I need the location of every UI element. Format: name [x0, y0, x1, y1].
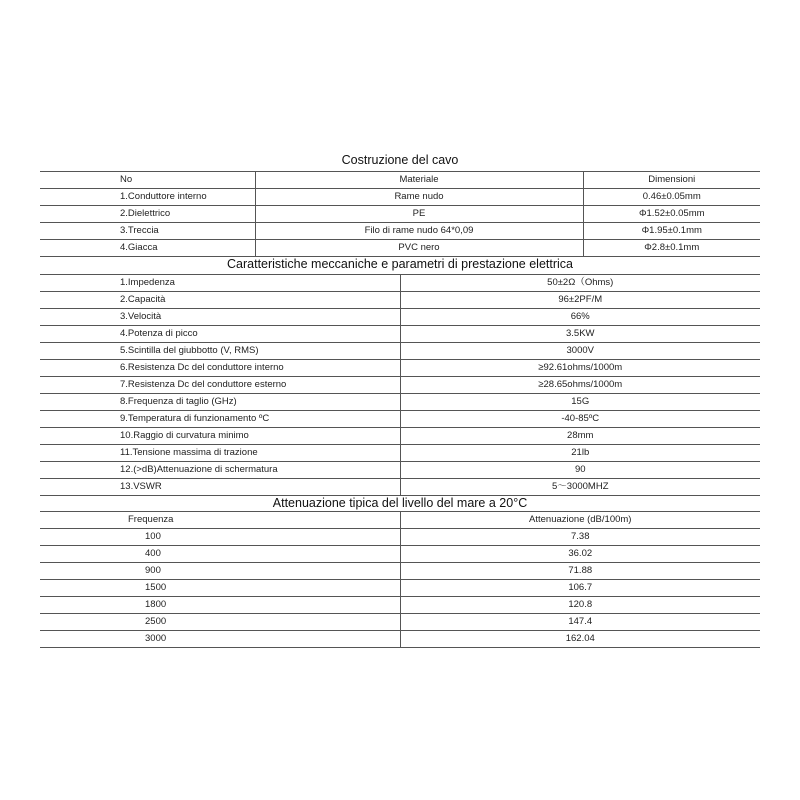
table-row [40, 631, 760, 648]
table-row [40, 292, 760, 309]
table-cell: 2.Capacità [40, 292, 400, 309]
table-row [40, 223, 760, 240]
table-cell: 28mm [400, 428, 760, 445]
table-cell: 5～3000MHZ [400, 479, 760, 496]
table-cell: Filo di rame nudo 64*0,09 [255, 223, 583, 240]
table-cell: 13.VSWR [40, 479, 400, 496]
header-cell: Materiale [255, 172, 583, 189]
table-cell: Φ2.8±0.1mm [583, 240, 760, 257]
table-row [40, 275, 760, 292]
table-row [40, 206, 760, 223]
header-cell: No [40, 172, 255, 189]
table-cell: 3.5KW [400, 326, 760, 343]
header-cell: Frequenza [40, 512, 400, 529]
table-cell: 1.Conduttore interno [40, 189, 255, 206]
table-row [40, 309, 760, 326]
table-cell: 2.Dielettrico [40, 206, 255, 223]
table-cell: 15G [400, 394, 760, 411]
table-row [40, 597, 760, 614]
table-row [40, 377, 760, 394]
header-row [40, 512, 760, 529]
table-row [40, 462, 760, 479]
table-cell: 1.Impedenza [40, 275, 400, 292]
table-cell: 8.Frequenza di taglio (GHz) [40, 394, 400, 411]
table-cell: 147.4 [400, 614, 760, 631]
header-cell: Dimensioni [583, 172, 760, 189]
table-row [40, 326, 760, 343]
table-row [40, 428, 760, 445]
table-cell: 400 [40, 546, 400, 563]
table-cell: 106.7 [400, 580, 760, 597]
table-cell: 66% [400, 309, 760, 326]
table-cell: ≥28.65ohms/1000m [400, 377, 760, 394]
table-cell: 10.Raggio di curvatura minimo [40, 428, 400, 445]
table-cell: 11.Tensione massima di trazione [40, 445, 400, 462]
table-cell: Φ1.95±0.1mm [583, 223, 760, 240]
table-cell: 21lb [400, 445, 760, 462]
table-row [40, 529, 760, 546]
table-cell: 0.46±0.05mm [583, 189, 760, 206]
table-row [40, 189, 760, 206]
header-cell: Attenuazione (dB/100m) [400, 512, 760, 529]
table-cell: 900 [40, 563, 400, 580]
specs-title: Caratteristiche meccaniche e parametri di prestazione elettrica [227, 257, 573, 271]
table-cell: 96±2PF/M [400, 292, 760, 309]
construction-title: Costruzione del cavo [341, 153, 459, 167]
table-cell: 90 [400, 462, 760, 479]
table-cell: 6.Resistenza Dc del conduttore interno [40, 360, 400, 377]
table-row [40, 411, 760, 428]
attenuation-title: Attenuazione tipica del livello del mare a 20°C [272, 496, 528, 510]
table-cell: 3000 [40, 631, 400, 648]
table-cell: 7.Resistenza Dc del conduttore esterno [40, 377, 400, 394]
table-cell: 162.04 [400, 631, 760, 648]
table-cell: PE [255, 206, 583, 223]
table-row [40, 240, 760, 257]
table-cell: 120.8 [400, 597, 760, 614]
attenuation-table [40, 511, 760, 648]
table-cell: 1800 [40, 597, 400, 614]
table-cell: 2500 [40, 614, 400, 631]
table-cell: PVC nero [255, 240, 583, 257]
table-cell: 100 [40, 529, 400, 546]
table-cell: 3.Treccia [40, 223, 255, 240]
table-cell: 5.Scintilla del giubbotto (V, RMS) [40, 343, 400, 360]
table-cell: 7.38 [400, 529, 760, 546]
table-row [40, 580, 760, 597]
table-cell: 12.(>dB)Attenuazione di schermatura [40, 462, 400, 479]
table-cell: 9.Temperatura di funzionamento ºC [40, 411, 400, 428]
construction-table [40, 171, 760, 257]
header-row [40, 172, 760, 189]
table-row [40, 343, 760, 360]
table-cell: 4.Giacca [40, 240, 255, 257]
table-cell: Φ1.52±0.05mm [583, 206, 760, 223]
specs-table [40, 274, 760, 496]
table-row [40, 563, 760, 580]
table-cell: 50±2Ω（Ohms) [400, 275, 760, 292]
table-cell: 71.88 [400, 563, 760, 580]
table-row [40, 360, 760, 377]
table-cell: 1500 [40, 580, 400, 597]
table-cell: ≥92.61ohms/1000m [400, 360, 760, 377]
table-row [40, 479, 760, 496]
table-cell: 4.Potenza di picco [40, 326, 400, 343]
table-row [40, 394, 760, 411]
table-row [40, 614, 760, 631]
table-cell: 36.02 [400, 546, 760, 563]
table-row [40, 445, 760, 462]
table-row [40, 546, 760, 563]
table-cell: 3.Velocità [40, 309, 400, 326]
table-cell: Rame nudo [255, 189, 583, 206]
table-cell: -40-85ºC [400, 411, 760, 428]
table-cell: 3000V [400, 343, 760, 360]
